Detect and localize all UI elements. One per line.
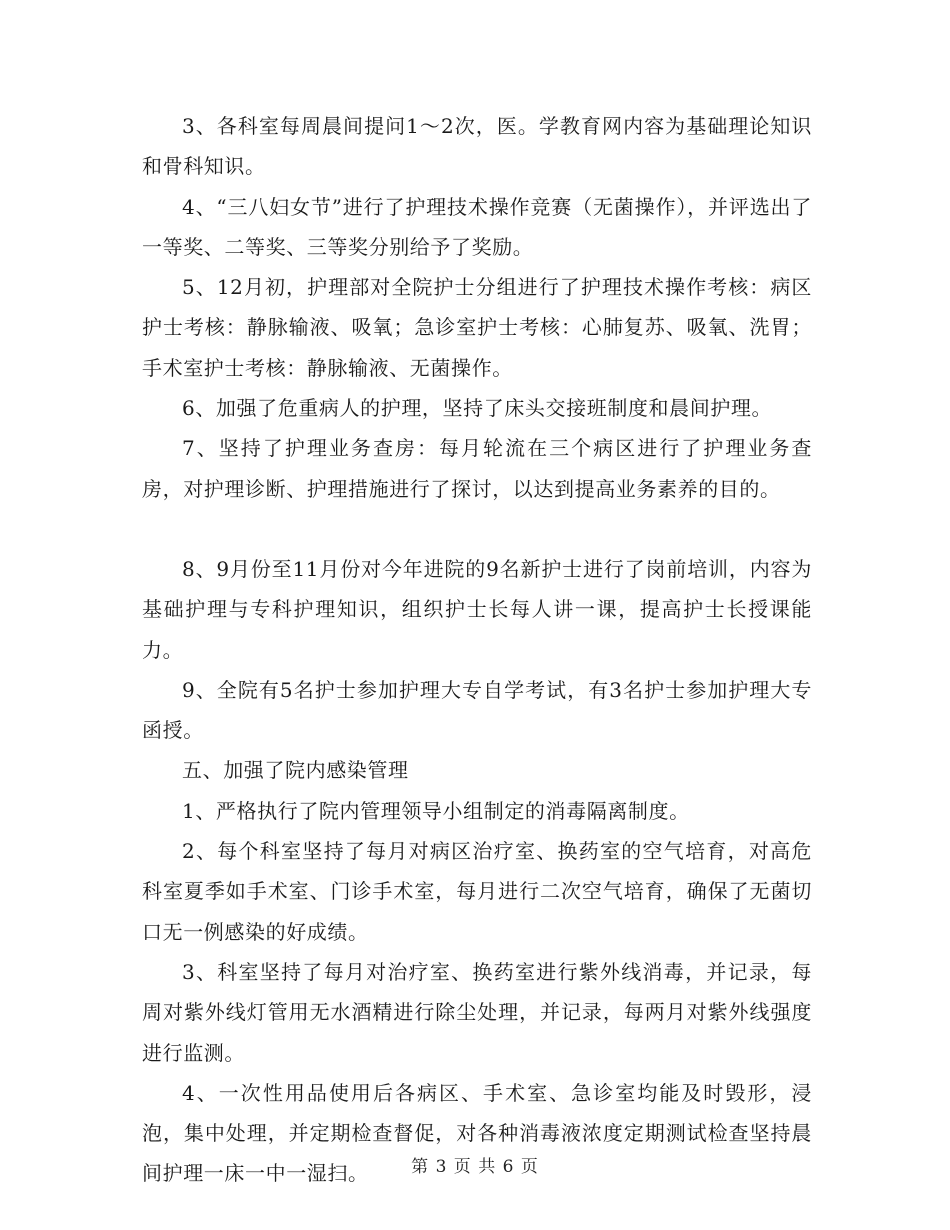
paragraph: 4、“三八妇女节”进行了护理技术操作竞赛（无菌操作），并评选出了一等奖、二等奖、三等奖分别给予了奖励。 <box>142 194 812 259</box>
paragraph: 9、全院有5名护士参加护理大专自学考试，有3名护士参加护理大专函授。 <box>142 677 812 743</box>
page-number-footer: 第 3 页 共 6 页 <box>411 1157 539 1177</box>
document-body <box>142 106 812 1194</box>
paragraph: 1、严格执行了院内管理领导小组制定的消毒隔离制度。 <box>182 798 690 823</box>
paragraph: 5、12月初，护理部对全院护士分组进行了护理技术操作考核：病区护士考核：静脉输液、吸氧；急诊室护士考核：心肺复苏、吸氧、洗胃；手术室护士考核：静脉输液、无菌操作。 <box>142 275 812 380</box>
paragraph: 4、一次性用品使用后各病区、手术室、急诊室均能及时毁形，浸泡，集中处理，并定期检查督促，对各种消毒液浓度定期测试检查坚持晨间护理一床一中一湿扫。 <box>142 1080 812 1186</box>
paragraph: 6、加强了危重病人的护理，坚持了床头交接班制度和晨间护理。 <box>182 396 773 421</box>
section-heading: 五、加强了院内感染管理 <box>182 758 409 783</box>
paragraph: 3、科室坚持了每月对治疗室、换药室进行紫外线消毒，并记录，每周对紫外线灯管用无水酒精进行除尘处理，并记录，每两月对紫外线强度进行监测。 <box>142 959 812 1065</box>
paragraph: 3、各科室每周晨间提问1～2次，医。学教育网内容为基础理论知识和骨科知识。 <box>142 114 812 179</box>
paragraph: 8、9月份至11月份对今年进院的9名新护士进行了岗前培训，内容为基础护理与专科护理知识，组织护士长每人讲一课，提高护士长授课能力。 <box>142 556 812 662</box>
paragraph: 7、坚持了护理业务查房：每月轮流在三个病区进行了护理业务查房，对护理诊断、护理措施进行了探讨，以达到提高业务素养的目的。 <box>142 436 812 501</box>
paragraph: 2、每个科室坚持了每月对病区治疗室、换药室的空气培育，对高危科室夏季如手术室、门诊手术室，每月进行二次空气培育，确保了无菌切口无一例感染的好成绩。 <box>142 839 812 944</box>
